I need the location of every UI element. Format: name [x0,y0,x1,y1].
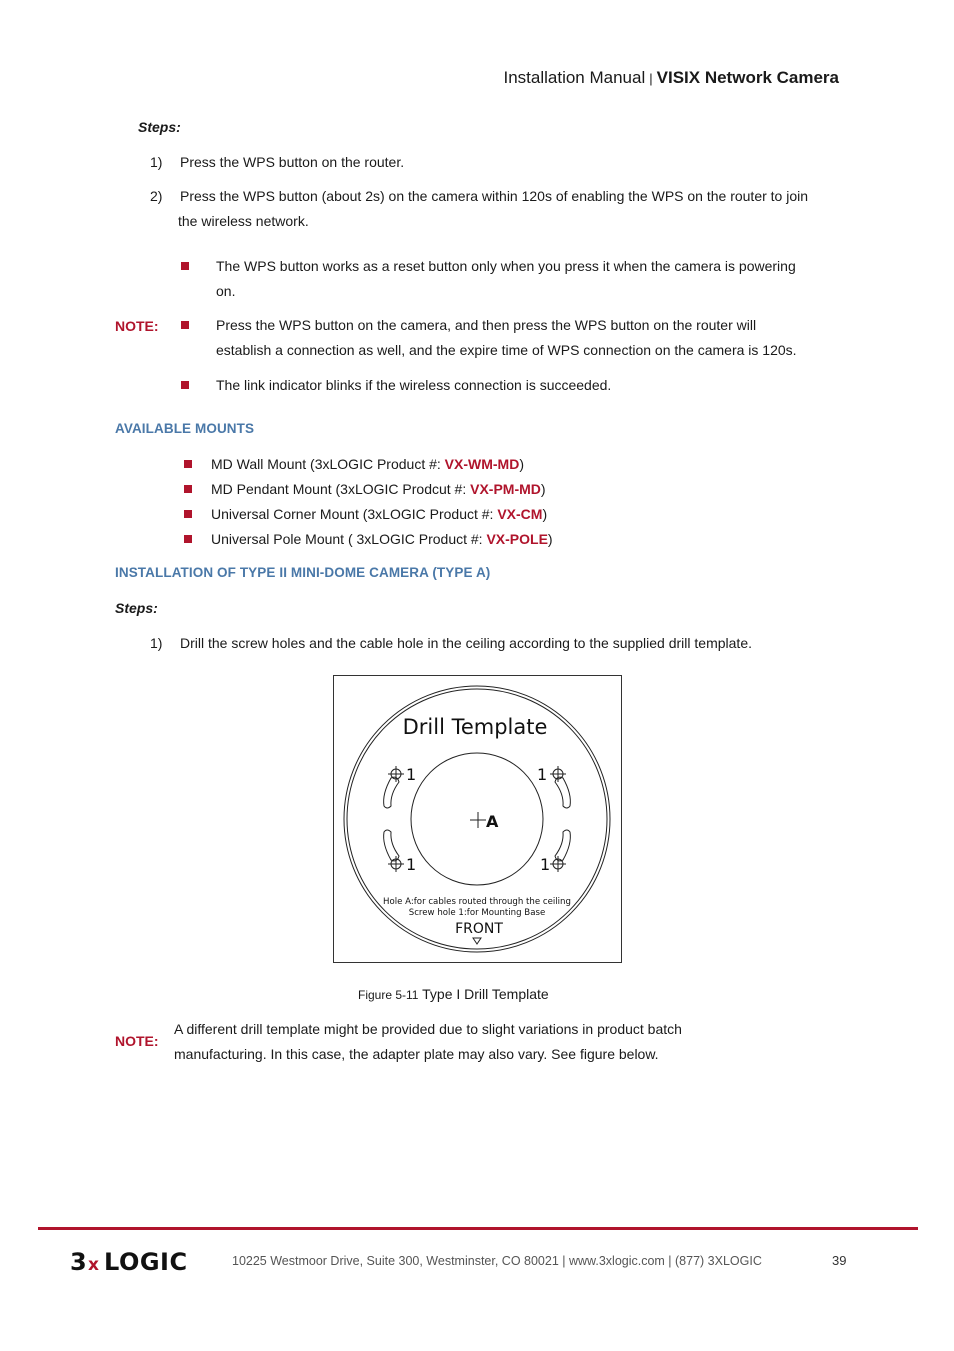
note2-line1: A different drill template might be provided due to slight variations in product batch [174,1021,682,1037]
footer-address: 10225 Westmoor Drive, Suite 300, Westminster, CO 80021 | www.3xlogic.com | (877) 3XLOGIC [232,1254,762,1268]
legend-line-2: Screw hole 1:for Mounting Base [408,908,546,918]
step-number: 1) [150,154,163,170]
step-text: Press the WPS button on the router. [180,154,405,170]
mount-item [211,452,524,477]
hole-label: 1 [537,765,548,784]
caption-prefix: Figure 5-11 [358,988,419,1002]
mount-item [211,527,553,552]
front-triangle-icon [473,938,481,944]
note-item-2-line2: establish a connection as well, and the expire time of WPS connection on the camera is 120s. [216,342,797,358]
header-separator: | [649,71,653,86]
step-number: 1) [150,635,163,651]
hole-label: 1 [540,855,551,874]
footer-divider [38,1227,918,1230]
company-logo [70,1248,206,1277]
svg-text:3: 3 [70,1248,88,1274]
note-item-2-line1: Press the WPS button on the camera, and then press the WPS button on the router will [216,317,757,333]
section-heading-install: INSTALLATION OF TYPE II MINI-DOME CAMERA (TYPE A) [115,565,491,580]
bullet-square-icon [184,535,192,543]
step-text: Drill the screw holes and the cable hole in the ceiling according to the supplied drill template. [180,635,752,651]
mount-product-code: VX-PM-MD [470,481,541,497]
mount-close-paren: ) [540,481,546,497]
mount-name: Universal Pole Mount ( 3xLOGIC Product #: [211,531,487,547]
legend-line-1: Hole A:for cables routed through the ceiling [383,897,571,907]
header-product: VISIX Network Camera [656,68,839,87]
wps-step-2-cont: the wireless network. [178,213,309,229]
front-label: FRONT [455,921,503,937]
note-item-1-line1: The WPS button works as a reset button only when you press it when the camera is powering [216,258,796,274]
figure-title: Drill Template [402,715,548,739]
mount-item [211,477,546,502]
step-text-line1: Press the WPS button (about 2s) on the camera within 120s of enabling the WPS on the router to join [180,188,809,204]
page-header [503,68,839,88]
mount-name: MD Pendant Mount (3xLOGIC Prodcut #: [211,481,471,497]
mounting-slot [555,830,570,861]
wps-step-2 [150,184,808,209]
mount-name: MD Wall Mount (3xLOGIC Product #: [211,456,445,472]
svg-text:LOGIC: LOGIC [104,1248,188,1274]
bullet-square-icon [181,262,189,270]
note2-line2: manufacturing. In this case, the adapter plate may also vary. See figure below. [174,1046,659,1062]
mounting-slot [555,777,570,808]
mount-product-code: VX-POLE [486,531,548,547]
steps-label: Steps: [115,600,158,616]
note-item-1-line2: on. [216,283,236,299]
hole-label: 1 [406,855,417,874]
cable-hole-circle [411,753,543,885]
hole-label: 1 [406,765,417,784]
mounting-slot [384,777,399,808]
header-manual-label: Installation Manual [503,68,646,87]
mounting-slot [384,830,399,861]
center-hole-label: A [486,812,499,831]
page-number: 39 [832,1253,847,1268]
mount-item [211,502,547,527]
wps-step-1 [150,150,404,175]
drill-template-drawing [334,676,621,962]
mount-close-paren: ) [519,456,524,472]
bullet-square-icon [181,381,189,389]
note-label: NOTE: [115,318,159,334]
steps-label: Steps: [138,119,181,135]
caption-text: Type I Drill Template [422,986,549,1002]
bullet-square-icon [181,321,189,329]
3xlogic-logo-icon [70,1248,206,1274]
note-label: NOTE: [115,1033,159,1049]
step-number: 2) [150,188,163,204]
mount-name: Universal Corner Mount (3xLOGIC Product #: [211,506,498,522]
svg-text:x: x [88,1255,99,1274]
figure-caption [358,986,549,1002]
mount-product-code: VX-CM [497,506,543,522]
install-step-1 [150,631,752,656]
drill-template-figure [333,675,622,963]
note-item-3-line1: The link indicator blinks if the wireless connection is succeeded. [216,377,612,393]
mount-close-paren: ) [547,531,553,547]
bullet-square-icon [184,485,192,493]
bullet-square-icon [184,510,192,518]
mount-close-paren: ) [542,506,548,522]
bullet-square-icon [184,460,192,468]
mount-product-code: VX-WM-MD [444,456,520,472]
section-heading-mounts: AVAILABLE MOUNTS [115,421,255,436]
